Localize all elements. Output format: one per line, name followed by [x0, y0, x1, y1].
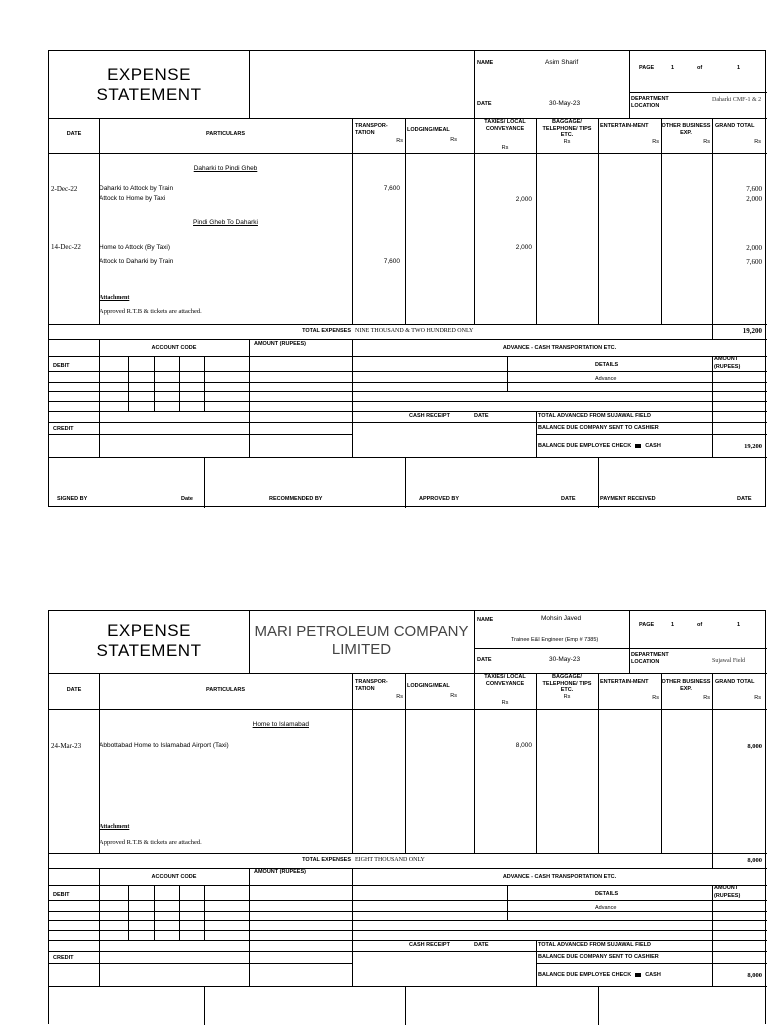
department-label: DEPARTMENT LOCATION: [631, 96, 669, 109]
col-date-header: DATE: [66, 687, 82, 693]
attachment-note: Approved R.T.B & tickets are attached.: [99, 308, 202, 315]
statement-date: 30-May-23: [549, 656, 581, 663]
grand-total-amount: 2,000: [746, 195, 762, 203]
expense-date: 2-Dec-22: [51, 185, 78, 193]
details-label: DETAILS: [595, 362, 619, 368]
taxies-amount: 8,000: [515, 742, 532, 749]
signed-by-label: SIGNED BY: [57, 496, 88, 502]
credit-label: CREDIT: [53, 426, 74, 432]
signed-date-label: Date: [181, 496, 193, 502]
amount-rupees-header: AMOUNT (RUPEES): [714, 356, 741, 370]
statement-date: 30-May-23: [549, 100, 581, 107]
total-expenses-value: 19,200: [742, 327, 762, 335]
grand-total-amount: 7,600: [746, 185, 762, 193]
grand-total-amount: 8,000: [747, 743, 762, 750]
col-other-header: OTHER BUSINESS EXP.: [661, 679, 711, 692]
total-advanced-label: TOTAL ADVANCED FROM SUJAWAL FIELD: [538, 942, 651, 948]
account-code-header: ACCOUNT CODE: [151, 874, 197, 880]
page-of: of: [697, 65, 703, 71]
total-advanced-label: TOTAL ADVANCED FROM SUJAWAL FIELD: [538, 413, 651, 419]
grand-total-amount: 2,000: [746, 244, 762, 252]
section-heading: Daharki to Pindi Gheb: [193, 165, 258, 172]
grand-total-amount: 7,600: [746, 258, 762, 266]
taxies-amount: 2,000: [515, 244, 532, 251]
col-other-header: OTHER BUSINESS EXP.: [661, 123, 711, 136]
balance-employee-value: 8,000: [747, 972, 762, 979]
form-title-line1: EXPENSE: [107, 65, 191, 84]
designation: Trainee E&I Engineer (Emp # 7385): [511, 637, 599, 643]
col-grand-total-header: GRAND TOTAL: [715, 679, 755, 685]
date-label: DATE: [477, 657, 492, 663]
expense-line: Attock to Home by Taxi: [99, 195, 166, 202]
expense-statement-form-2: EXPENSE STATEMENT MARI PETROLEUM COMPANY LIMITED NAME Mohsin Javed Trainee E&I Engineer (Emp # 7385) PAGE 1 of 1 DATE 30-May-23 DEPARTMENT LOCATION Sujawal Field DATE PARTICULARS TRANSPOR-TATION Rs LODGING/MEAL Rs TAXIES/ LOCAL CONVEYANCE Rs BAGGAGE/ TELEPHONE/ TIPS ETC. Rs ENTERTAIN-MENT Rs OTHER BUSINESS EXP. Rs GRAND TOTAL Rs Home to Islamabad 24-Mar-23 Abbottabad Home to Islamabad Airport (Taxi) 8,000 8,000 Attachment Approved R.T.B & tickets are attached. TOTAL EXPENSES EIGHT THOUSAND ONLY 8,000 ACCOUNT CODE AMOUNT (RUPEES) ADVANCE - CASH TRANSPORTATION ETC. AMOUNT (RUPEES) DEBIT DETAILS Advance CASH RECEIPT DATE TOTAL ADVANCED FROM SUJAWAL FIELD CREDIT BALANCE DUE COMPANY SENT TO CASHIER BALANCE DUE EMPLOYEE CHECK CASH 8,000: [48, 610, 766, 1024]
cash-receipt-date-label: DATE: [474, 942, 489, 948]
advance-header: ADVANCE - CASH TRANSPORTATION ETC.: [502, 874, 617, 880]
expense-date: 14-Dec-22: [51, 243, 81, 251]
col-transport-header: TRANSPOR-TATION: [355, 679, 388, 692]
transport-amount: 7,600: [383, 258, 400, 265]
col-lodging-header: LODGING/MEAL: [407, 127, 450, 133]
expense-line: Abbottabad Home to Islamabad Airport (Taxi): [99, 742, 229, 749]
total-in-words: NINE THOUSAND & TWO HUNDRED ONLY: [355, 328, 474, 334]
check-box[interactable]: [635, 444, 641, 448]
page-number: 1: [671, 65, 675, 71]
balance-employee-label: BALANCE DUE EMPLOYEE CHECK CASH: [538, 443, 661, 449]
col-particulars-header: PARTICULARS: [205, 687, 245, 693]
payment-received-label: PAYMENT RECEIVED: [600, 496, 656, 502]
approved-date-label: DATE: [561, 496, 576, 502]
page-of: of: [697, 622, 703, 628]
col-particulars-header: PARTICULARS: [205, 131, 245, 137]
cash-receipt-date-label: DATE: [474, 413, 489, 419]
recommended-by-label: RECOMMENDED BY: [269, 496, 323, 502]
balance-company-label: BALANCE DUE COMPANY SENT TO CASHIER: [538, 954, 659, 960]
form-title-line2: STATEMENT: [96, 641, 202, 660]
col-baggage-header: BAGGAGE/ TELEPHONE/ TIPS ETC.: [542, 119, 592, 138]
department-label: DEPARTMENT LOCATION: [631, 652, 669, 665]
col-taxies-header: TAXIES/ LOCAL CONVEYANCE: [484, 119, 526, 132]
page-total: 1: [737, 65, 741, 71]
page-label: PAGE: [639, 622, 655, 628]
form-title-line1: EXPENSE: [107, 621, 191, 640]
employee-name: Asim Sharif: [545, 59, 579, 66]
amount-rupees-header: AMOUNT (RUPEES): [714, 885, 741, 899]
amount-header: AMOUNT (RUPEES): [254, 341, 306, 347]
approved-by-label: APPROVED BY: [419, 496, 460, 502]
col-entertainment-header: ENTERTAIN-MENT: [600, 123, 649, 129]
expense-line: Daharki to Attock by Train: [99, 185, 174, 192]
expense-line: Attock to Daharki by Train: [99, 258, 174, 265]
section-heading: Pindi Gheb To Daharki: [193, 219, 258, 226]
balance-employee-value: 19,200: [744, 443, 762, 450]
check-box[interactable]: [635, 973, 641, 977]
debit-label: DEBIT: [53, 892, 70, 898]
cash-receipt-label: CASH RECEIPT: [409, 942, 450, 948]
credit-label: CREDIT: [53, 955, 74, 961]
page-label: PAGE: [639, 65, 655, 71]
total-expenses-label: TOTAL EXPENSES: [302, 857, 351, 863]
details-label: DETAILS: [595, 891, 619, 897]
balance-employee-label: BALANCE DUE EMPLOYEE CHECK CASH: [538, 972, 661, 978]
company-name: MARI PETROLEUM COMPANY LIMITED: [254, 623, 469, 658]
page-number: 1: [671, 622, 675, 628]
advance-header: ADVANCE - CASH TRANSPORTATION ETC.: [502, 345, 617, 351]
col-baggage-header: BAGGAGE/ TELEPHONE/ TIPS ETC.: [542, 674, 592, 693]
cash-receipt-label: CASH RECEIPT: [409, 413, 450, 419]
department-value: Daharki CMF-1 & 2: [712, 97, 762, 103]
expense-date: 24-Mar-23: [51, 742, 82, 750]
amount-header: AMOUNT (RUPEES): [254, 869, 306, 875]
debit-label: DEBIT: [53, 363, 70, 369]
col-lodging-header: LODGING/MEAL: [407, 683, 450, 689]
col-taxies-header: TAXIES/ LOCAL CONVEYANCE: [484, 674, 526, 687]
page-total: 1: [737, 622, 741, 628]
col-transport-header: TRANSPOR-TATION: [355, 123, 388, 136]
section-heading: Home to Islamabad: [252, 721, 309, 728]
advance-label: Advance: [595, 905, 617, 911]
department-value: Sujawal Field: [712, 658, 746, 664]
employee-name: Mohsin Javed: [541, 615, 582, 622]
form-title-line2: STATEMENT: [96, 85, 202, 104]
account-code-header: ACCOUNT CODE: [151, 345, 197, 351]
col-date-header: DATE: [66, 131, 82, 137]
total-expenses-value: 8,000: [747, 857, 762, 864]
taxies-amount: 2,000: [515, 196, 532, 203]
transport-amount: 7,600: [383, 185, 400, 192]
attachment-label: Attachment: [99, 824, 130, 830]
total-in-words: EIGHT THOUSAND ONLY: [355, 857, 425, 863]
col-grand-total-header: GRAND TOTAL: [715, 123, 755, 129]
attachment-note: Approved R.T.B & tickets are attached.: [99, 839, 202, 846]
date-label: DATE: [477, 101, 492, 107]
payment-date-label: DATE: [737, 496, 752, 502]
attachment-label: Attachment: [99, 295, 130, 301]
total-expenses-label: TOTAL EXPENSES: [302, 328, 351, 334]
expense-line: Home to Attock (By Taxi): [99, 244, 171, 251]
expense-statement-form-1: EXPENSE STATEMENT NAME Asim Sharif PAGE 1 of 1 DATE 30-May-23 DEPARTMENT LOCATION Daharki CMF-1 & 2 DATE PARTICULARS TRANSPOR-TATION Rs LODGING/MEAL Rs TAXIES/ LOCAL CONVEYANCE Rs BAGGAGE/ TELEPHONE/ TIPS ETC. Rs ENTERTAIN-MENT Rs OTHER BUSINESS EXP. Rs GRAND TOTAL Rs Daharki to Pindi Gheb 2-Dec-22 Daharki to Attock by Train 7,600 7,600 Attock to Home by Taxi 2,000 2,000 Pindi Gheb To Daharki 14-Dec-22 Home to Attock (By Taxi) 2,000 2,000 Attock to Daharki by Train 7,600 7,600 Attachment Approved R.T.B & tickets are attached. TOTAL EXPENSES NINE THOUSAND & TWO HUNDRED ONLY 19,200 ACCOUNT CODE AMOUNT (RUPEES) ADVANCE - CASH TRANSPORTATION ETC. AMOUNT (RUPEES) DEBIT DETAILS Advance CASH RECEIPT DATE TOTAL ADVANCED FROM SUJAWAL FIELD CREDIT BALANCE DUE COMPANY SENT TO CASHIER BALANCE DUE EMPLOYEE CHECK CASH 19,200 SIGNED BY Date RECOMMENDED BY APPROVED BY DATE PAYMENT RECEIVED DATE: [48, 50, 766, 507]
advance-label: Advance: [595, 376, 617, 382]
balance-company-label: BALANCE DUE COMPANY SENT TO CASHIER: [538, 425, 659, 431]
col-entertainment-header: ENTERTAIN-MENT: [600, 679, 649, 685]
name-label: NAME: [477, 60, 494, 66]
name-label: NAME: [477, 617, 494, 623]
